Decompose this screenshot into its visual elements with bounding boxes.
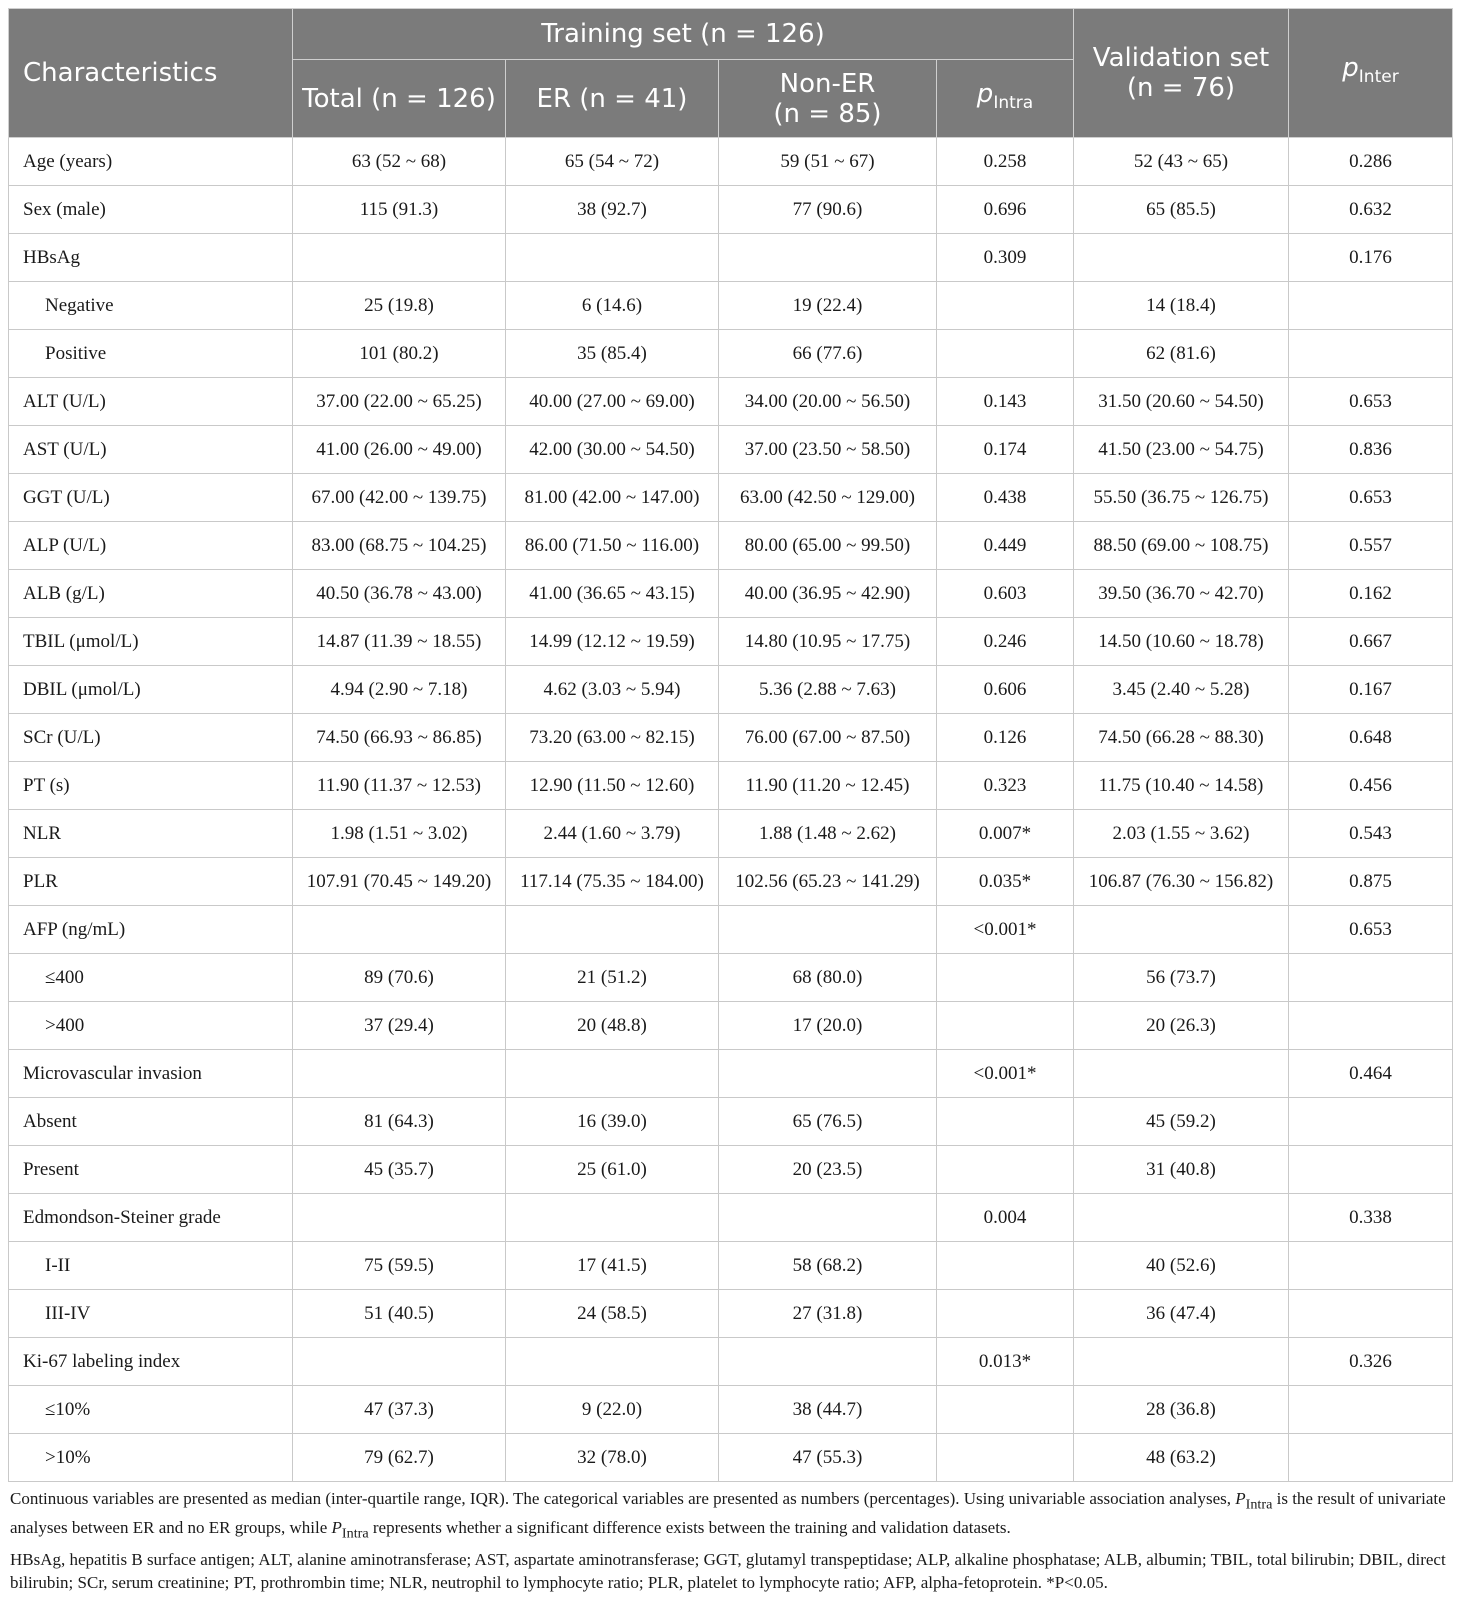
cell-p-inter: 0.456 <box>1289 762 1453 810</box>
cell-non-er <box>719 1050 937 1098</box>
row-label: Negative <box>9 282 293 330</box>
header-non-er <box>719 60 937 138</box>
cell-total: 25 (19.8) <box>293 282 506 330</box>
cell-p-intra: 0.606 <box>937 666 1074 714</box>
cell-validation <box>1074 906 1289 954</box>
cell-er: 4.62 (3.03 ~ 5.94) <box>506 666 719 714</box>
cell-validation: 2.03 (1.55 ~ 3.62) <box>1074 810 1289 858</box>
cell-er: 14.99 (12.12 ~ 19.59) <box>506 618 719 666</box>
characteristics-table <box>8 8 1453 1482</box>
cell-total: 81 (64.3) <box>293 1098 506 1146</box>
cell-non-er: 63.00 (42.50 ~ 129.00) <box>719 474 937 522</box>
note-abbreviations: HBsAg, hepatitis B surface antigen; ALT, alanine aminotransferase; AST, aspartate aminotransferase; GGT, glutamyl transpeptidase; ALP, alkaline phosphatase; ALB, albumin; TBIL, total bilirubin; DBIL, direct bilirubin; SCr, serum creatinine; PT, prothrombin time; NLR, neutrophil to lymphocyte ratio; PLR, platelet to lymphocyte ratio; AFP, alpha-fetoprotein. *P<0.05. <box>10 1549 1446 1592</box>
row-label: Absent <box>9 1098 293 1146</box>
cell-p-intra: <0.001* <box>937 906 1074 954</box>
note1-part-a: Continuous variables are presented as median (inter-quartile range, IQR). The categorical variables are presented as numbers (percentages). Using univariable association analyses, <box>10 1489 1236 1508</box>
cell-p-inter: 0.653 <box>1289 378 1453 426</box>
table-row <box>9 810 1453 858</box>
cell-er: 16 (39.0) <box>506 1098 719 1146</box>
cell-p-inter <box>1289 1290 1453 1338</box>
note1-part-c: represents whether a significant difference exists between the training and validation datasets. <box>368 1518 1011 1538</box>
cell-total: 47 (37.3) <box>293 1386 506 1434</box>
cell-total: 89 (70.6) <box>293 954 506 1002</box>
cell-non-er: 80.00 (65.00 ~ 99.50) <box>719 522 937 570</box>
cell-total: 75 (59.5) <box>293 1242 506 1290</box>
row-label: PT (s) <box>9 762 293 810</box>
cell-p-intra: 0.309 <box>937 234 1074 282</box>
cell-validation: 45 (59.2) <box>1074 1098 1289 1146</box>
cell-total: 79 (62.7) <box>293 1434 506 1482</box>
table-row <box>9 618 1453 666</box>
cell-total: 37.00 (22.00 ~ 65.25) <box>293 378 506 426</box>
row-label: I-II <box>9 1242 293 1290</box>
cell-p-inter: 0.632 <box>1289 186 1453 234</box>
table-row <box>9 522 1453 570</box>
row-label: >400 <box>9 1002 293 1050</box>
row-label: ALT (U/L) <box>9 378 293 426</box>
cell-er: 40.00 (27.00 ~ 69.00) <box>506 378 719 426</box>
cell-er: 12.90 (11.50 ~ 12.60) <box>506 762 719 810</box>
table-row <box>9 1386 1453 1434</box>
cell-p-intra: 0.174 <box>937 426 1074 474</box>
cell-er: 20 (48.8) <box>506 1002 719 1050</box>
cell-total <box>293 906 506 954</box>
cell-validation: 31.50 (20.60 ~ 54.50) <box>1074 378 1289 426</box>
cell-validation: 28 (36.8) <box>1074 1386 1289 1434</box>
cell-total: 1.98 (1.51 ~ 3.02) <box>293 810 506 858</box>
table-row <box>9 330 1453 378</box>
cell-er: 86.00 (71.50 ~ 116.00) <box>506 522 719 570</box>
table-row <box>9 666 1453 714</box>
table-row <box>9 1002 1453 1050</box>
cell-validation: 40 (52.6) <box>1074 1242 1289 1290</box>
cell-er: 81.00 (42.00 ~ 147.00) <box>506 474 719 522</box>
row-label: Edmondson-Steiner grade <box>9 1194 293 1242</box>
cell-p-inter: 0.875 <box>1289 858 1453 906</box>
cell-p-intra: 0.007* <box>937 810 1074 858</box>
cell-non-er <box>719 906 937 954</box>
table-row <box>9 1242 1453 1290</box>
cell-validation: 88.50 (69.00 ~ 108.75) <box>1074 522 1289 570</box>
cell-p-intra <box>937 954 1074 1002</box>
cell-er: 65 (54 ~ 72) <box>506 138 719 186</box>
header-characteristics: Characteristics <box>9 9 293 138</box>
row-label: GGT (U/L) <box>9 474 293 522</box>
cell-p-intra: <0.001* <box>937 1050 1074 1098</box>
cell-er: 32 (78.0) <box>506 1434 719 1482</box>
row-label: Ki-67 labeling index <box>9 1338 293 1386</box>
cell-non-er: 38 (44.7) <box>719 1386 937 1434</box>
cell-validation: 52 (43 ~ 65) <box>1074 138 1289 186</box>
cell-p-inter <box>1289 1002 1453 1050</box>
cell-total: 115 (91.3) <box>293 186 506 234</box>
cell-p-intra: 0.246 <box>937 618 1074 666</box>
cell-er: 6 (14.6) <box>506 282 719 330</box>
table-row <box>9 1050 1453 1098</box>
cell-non-er: 14.80 (10.95 ~ 17.75) <box>719 618 937 666</box>
table-row <box>9 714 1453 762</box>
cell-er: 42.00 (30.00 ~ 54.50) <box>506 426 719 474</box>
cell-total: 51 (40.5) <box>293 1290 506 1338</box>
cell-p-inter: 0.338 <box>1289 1194 1453 1242</box>
cell-validation <box>1074 1194 1289 1242</box>
cell-total: 4.94 (2.90 ~ 7.18) <box>293 666 506 714</box>
table-row <box>9 1290 1453 1338</box>
row-label: ALP (U/L) <box>9 522 293 570</box>
cell-p-inter <box>1289 1386 1453 1434</box>
cell-p-inter: 0.653 <box>1289 474 1453 522</box>
cell-er: 2.44 (1.60 ~ 3.79) <box>506 810 719 858</box>
cell-er: 24 (58.5) <box>506 1290 719 1338</box>
table-row <box>9 1098 1453 1146</box>
cell-total: 74.50 (66.93 ~ 86.85) <box>293 714 506 762</box>
note1-part-b: is the result of univariate analyses between ER and no ER groups, while <box>10 1489 1446 1538</box>
cell-non-er: 102.56 (65.23 ~ 141.29) <box>719 858 937 906</box>
cell-er: 117.14 (75.35 ~ 184.00) <box>506 858 719 906</box>
table-row <box>9 1146 1453 1194</box>
cell-validation: 14 (18.4) <box>1074 282 1289 330</box>
cell-p-inter: 0.326 <box>1289 1338 1453 1386</box>
cell-non-er: 58 (68.2) <box>719 1242 937 1290</box>
cell-non-er: 59 (51 ~ 67) <box>719 138 937 186</box>
table-container <box>8 8 1452 1594</box>
row-label: ALB (g/L) <box>9 570 293 618</box>
cell-total: 41.00 (26.00 ~ 49.00) <box>293 426 506 474</box>
cell-non-er <box>719 1338 937 1386</box>
cell-p-inter <box>1289 282 1453 330</box>
cell-validation: 41.50 (23.00 ~ 54.75) <box>1074 426 1289 474</box>
cell-validation: 14.50 (10.60 ~ 18.78) <box>1074 618 1289 666</box>
row-label: >10% <box>9 1434 293 1482</box>
row-label: III-IV <box>9 1290 293 1338</box>
cell-er: 73.20 (63.00 ~ 82.15) <box>506 714 719 762</box>
cell-validation: 31 (40.8) <box>1074 1146 1289 1194</box>
cell-non-er: 17 (20.0) <box>719 1002 937 1050</box>
cell-p-intra <box>937 1434 1074 1482</box>
cell-non-er <box>719 234 937 282</box>
cell-non-er: 20 (23.5) <box>719 1146 937 1194</box>
cell-validation: 65 (85.5) <box>1074 186 1289 234</box>
header-total: Total (n = 126) <box>293 60 506 138</box>
table-row <box>9 474 1453 522</box>
cell-non-er: 66 (77.6) <box>719 330 937 378</box>
cell-validation: 36 (47.4) <box>1074 1290 1289 1338</box>
cell-validation: 20 (26.3) <box>1074 1002 1289 1050</box>
cell-er: 21 (51.2) <box>506 954 719 1002</box>
cell-p-inter <box>1289 954 1453 1002</box>
row-label: ≤400 <box>9 954 293 1002</box>
table-row <box>9 1434 1453 1482</box>
cell-validation: 3.45 (2.40 ~ 5.28) <box>1074 666 1289 714</box>
note1-p1: P <box>1235 1489 1246 1508</box>
header-training-set: Training set (n = 126) <box>293 9 1074 60</box>
cell-p-intra: 0.004 <box>937 1194 1074 1242</box>
cell-p-inter: 0.648 <box>1289 714 1453 762</box>
cell-validation: 62 (81.6) <box>1074 330 1289 378</box>
cell-total: 11.90 (11.37 ~ 12.53) <box>293 762 506 810</box>
header-p-inter-sub: Inter <box>1358 67 1399 88</box>
cell-p-intra: 0.126 <box>937 714 1074 762</box>
cell-p-intra: 0.603 <box>937 570 1074 618</box>
cell-validation: 39.50 (36.70 ~ 42.70) <box>1074 570 1289 618</box>
cell-total <box>293 1194 506 1242</box>
cell-total <box>293 1338 506 1386</box>
cell-total: 45 (35.7) <box>293 1146 506 1194</box>
table-row <box>9 906 1453 954</box>
cell-p-intra <box>937 1002 1074 1050</box>
row-label: ≤10% <box>9 1386 293 1434</box>
table-row <box>9 858 1453 906</box>
cell-p-intra: 0.035* <box>937 858 1074 906</box>
cell-p-intra: 0.696 <box>937 186 1074 234</box>
table-row <box>9 138 1453 186</box>
cell-p-inter: 0.557 <box>1289 522 1453 570</box>
cell-non-er: 77 (90.6) <box>719 186 937 234</box>
cell-non-er: 40.00 (36.95 ~ 42.90) <box>719 570 937 618</box>
cell-p-inter: 0.464 <box>1289 1050 1453 1098</box>
cell-validation <box>1074 1338 1289 1386</box>
cell-total: 14.87 (11.39 ~ 18.55) <box>293 618 506 666</box>
row-label: PLR <box>9 858 293 906</box>
cell-er <box>506 234 719 282</box>
cell-er <box>506 906 719 954</box>
cell-p-intra <box>937 1242 1074 1290</box>
cell-validation: 106.87 (76.30 ~ 156.82) <box>1074 858 1289 906</box>
row-label: Age (years) <box>9 138 293 186</box>
cell-p-intra: 0.143 <box>937 378 1074 426</box>
cell-validation: 74.50 (66.28 ~ 88.30) <box>1074 714 1289 762</box>
table-notes <box>8 1487 1452 1594</box>
note-statistics <box>10 1487 1448 1546</box>
cell-total <box>293 234 506 282</box>
cell-non-er: 68 (80.0) <box>719 954 937 1002</box>
cell-non-er: 11.90 (11.20 ~ 12.45) <box>719 762 937 810</box>
cell-er: 38 (92.7) <box>506 186 719 234</box>
row-label: Present <box>9 1146 293 1194</box>
cell-validation: 55.50 (36.75 ~ 126.75) <box>1074 474 1289 522</box>
cell-er <box>506 1194 719 1242</box>
cell-non-er: 5.36 (2.88 ~ 7.63) <box>719 666 937 714</box>
header-validation-line1: Validation set <box>1092 43 1270 73</box>
row-label: TBIL (μmol/L) <box>9 618 293 666</box>
cell-er <box>506 1050 719 1098</box>
cell-p-inter: 0.176 <box>1289 234 1453 282</box>
note1-p2: P <box>331 1518 342 1538</box>
table-row <box>9 186 1453 234</box>
cell-p-intra <box>937 330 1074 378</box>
cell-er <box>506 1338 719 1386</box>
row-label: AFP (ng/mL) <box>9 906 293 954</box>
cell-total: 107.91 (70.45 ~ 149.20) <box>293 858 506 906</box>
cell-p-intra <box>937 282 1074 330</box>
header-p-intra-sub: Intra <box>993 93 1034 114</box>
cell-p-inter: 0.162 <box>1289 570 1453 618</box>
table-row <box>9 762 1453 810</box>
cell-p-inter: 0.836 <box>1289 426 1453 474</box>
cell-non-er: 76.00 (67.00 ~ 87.50) <box>719 714 937 762</box>
cell-non-er: 37.00 (23.50 ~ 58.50) <box>719 426 937 474</box>
cell-total: 101 (80.2) <box>293 330 506 378</box>
cell-p-inter <box>1289 1242 1453 1290</box>
row-label: AST (U/L) <box>9 426 293 474</box>
cell-p-intra <box>937 1386 1074 1434</box>
cell-p-inter: 0.286 <box>1289 138 1453 186</box>
cell-p-inter <box>1289 1434 1453 1482</box>
cell-total: 63 (52 ~ 68) <box>293 138 506 186</box>
cell-er: 9 (22.0) <box>506 1386 719 1434</box>
cell-p-inter: 0.653 <box>1289 906 1453 954</box>
table-row <box>9 234 1453 282</box>
cell-p-inter: 0.167 <box>1289 666 1453 714</box>
cell-total: 67.00 (42.00 ~ 139.75) <box>293 474 506 522</box>
cell-non-er: 19 (22.4) <box>719 282 937 330</box>
cell-p-intra <box>937 1098 1074 1146</box>
cell-non-er <box>719 1194 937 1242</box>
header-non-er-line1: Non-ER <box>779 68 876 99</box>
cell-validation: 56 (73.7) <box>1074 954 1289 1002</box>
cell-non-er: 27 (31.8) <box>719 1290 937 1338</box>
table-row <box>9 954 1453 1002</box>
header-er: ER (n = 41) <box>506 60 719 138</box>
cell-p-inter: 0.667 <box>1289 618 1453 666</box>
row-label: HBsAg <box>9 234 293 282</box>
header-p-inter <box>1289 9 1453 138</box>
table-row <box>9 1194 1453 1242</box>
cell-p-inter <box>1289 330 1453 378</box>
cell-p-inter: 0.543 <box>1289 810 1453 858</box>
cell-er: 17 (41.5) <box>506 1242 719 1290</box>
header-p-intra <box>937 60 1074 138</box>
cell-total: 83.00 (68.75 ~ 104.25) <box>293 522 506 570</box>
note1-sub2: Intra <box>341 1525 369 1542</box>
cell-total <box>293 1050 506 1098</box>
cell-er: 41.00 (36.65 ~ 43.15) <box>506 570 719 618</box>
table-row <box>9 282 1453 330</box>
note1-sub1: Intra <box>1245 1496 1273 1513</box>
row-label: NLR <box>9 810 293 858</box>
cell-validation <box>1074 234 1289 282</box>
header-validation-set <box>1074 9 1289 138</box>
row-label: Sex (male) <box>9 186 293 234</box>
cell-p-intra <box>937 1290 1074 1338</box>
header-non-er-line2: (n = 85) <box>773 98 882 129</box>
cell-p-intra: 0.323 <box>937 762 1074 810</box>
header-p-inter-main: p <box>1342 53 1359 84</box>
cell-er: 25 (61.0) <box>506 1146 719 1194</box>
cell-p-intra: 0.449 <box>937 522 1074 570</box>
table-body <box>9 138 1453 1482</box>
cell-non-er: 1.88 (1.48 ~ 2.62) <box>719 810 937 858</box>
table-row <box>9 378 1453 426</box>
table-row <box>9 570 1453 618</box>
cell-validation: 11.75 (10.40 ~ 14.58) <box>1074 762 1289 810</box>
row-label: SCr (U/L) <box>9 714 293 762</box>
cell-er: 35 (85.4) <box>506 330 719 378</box>
row-label: Microvascular invasion <box>9 1050 293 1098</box>
cell-p-intra: 0.438 <box>937 474 1074 522</box>
table-row <box>9 1338 1453 1386</box>
cell-p-inter <box>1289 1098 1453 1146</box>
cell-total: 37 (29.4) <box>293 1002 506 1050</box>
cell-p-intra <box>937 1146 1074 1194</box>
cell-non-er: 65 (76.5) <box>719 1098 937 1146</box>
row-label: DBIL (μmol/L) <box>9 666 293 714</box>
cell-validation <box>1074 1050 1289 1098</box>
row-label: Positive <box>9 330 293 378</box>
cell-non-er: 34.00 (20.00 ~ 56.50) <box>719 378 937 426</box>
header-validation-line2: (n = 76) <box>1126 73 1236 103</box>
header-p-intra-main: p <box>976 78 994 109</box>
cell-validation: 48 (63.2) <box>1074 1434 1289 1482</box>
table-row <box>9 426 1453 474</box>
cell-total: 40.50 (36.78 ~ 43.00) <box>293 570 506 618</box>
cell-p-intra: 0.013* <box>937 1338 1074 1386</box>
cell-non-er: 47 (55.3) <box>719 1434 937 1482</box>
cell-p-intra: 0.258 <box>937 138 1074 186</box>
cell-p-inter <box>1289 1146 1453 1194</box>
